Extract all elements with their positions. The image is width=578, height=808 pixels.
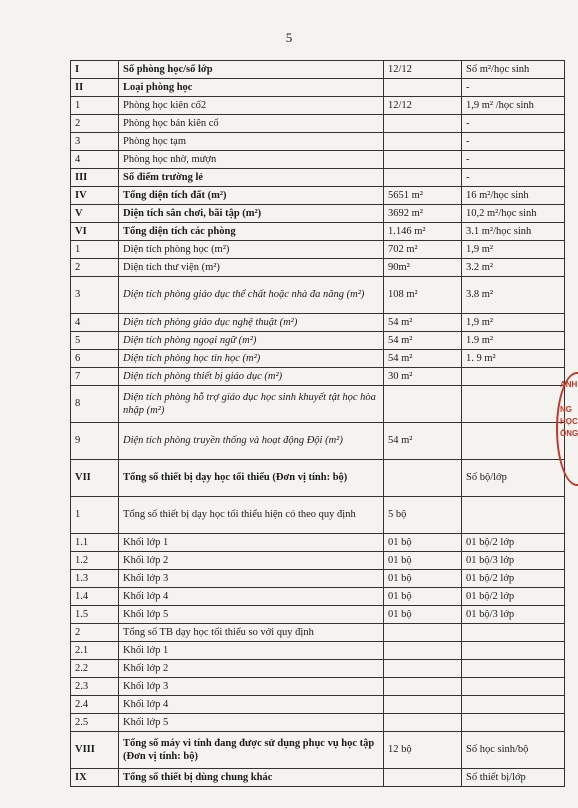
table-row (71, 714, 565, 732)
row-quantity-cell: 90m² (384, 259, 462, 277)
table-row (71, 368, 565, 386)
row-content-cell: Khối lớp 5 (119, 606, 384, 624)
row-ratio-cell: - (462, 79, 565, 97)
row-content-cell: Tổng số TB dạy học tối thiểu so với quy định (119, 624, 384, 642)
row-quantity-cell (384, 169, 462, 187)
row-quantity-cell (384, 79, 462, 97)
row-content-cell: Tổng số máy vi tính đang được sử dụng phục vụ học tập (Đơn vị tính: bộ) (119, 732, 384, 769)
table-row (71, 696, 565, 714)
row-number-cell: 7 (71, 368, 119, 386)
row-quantity-cell: 54 m² (384, 423, 462, 460)
row-ratio-cell (462, 386, 565, 423)
row-number-cell: 2.2 (71, 660, 119, 678)
row-quantity-cell: 5651 m² (384, 187, 462, 205)
table-row (71, 169, 565, 187)
row-content-cell: Khối lớp 5 (119, 714, 384, 732)
row-number-cell: 3 (71, 133, 119, 151)
stamp-text-1: ANH (560, 380, 578, 389)
row-content-cell: Diện tích thư viện (m²) (119, 259, 384, 277)
row-ratio-cell (462, 678, 565, 696)
table-row (71, 79, 565, 97)
table-row (71, 259, 565, 277)
table-row (71, 223, 565, 241)
row-quantity-cell (384, 115, 462, 133)
row-number-cell: III (71, 169, 119, 187)
row-quantity-cell (384, 460, 462, 497)
row-content-cell: Phòng học kiên cố2 (119, 97, 384, 115)
row-number-cell: 2 (71, 259, 119, 277)
table-row (71, 678, 565, 696)
row-ratio-cell: 3.8 m² (462, 277, 565, 314)
row-quantity-cell: 01 bộ (384, 606, 462, 624)
table-row (71, 133, 565, 151)
row-content-cell: Tổng số thiết bị dạy học tối thiểu (Đơn vị tính: bộ) (119, 460, 384, 497)
row-quantity-cell: 12/12 (384, 61, 462, 79)
stamp-text-3: HỌC (560, 417, 578, 426)
row-number-cell: 2 (71, 624, 119, 642)
row-number-cell: IX (71, 769, 119, 787)
table-row (71, 187, 565, 205)
table-row (71, 97, 565, 115)
table-row (71, 460, 565, 497)
page-number: 5 (285, 30, 293, 45)
row-ratio-cell (462, 714, 565, 732)
row-number-cell: 4 (71, 314, 119, 332)
row-ratio-cell: Số bộ/lớp (462, 460, 565, 497)
row-content-cell: Diện tích phòng truyền thống và hoạt động Đội (m²) (119, 423, 384, 460)
row-ratio-cell: 1,9 m² /học sinh (462, 97, 565, 115)
row-ratio-cell (462, 660, 565, 678)
row-ratio-cell: 16 m²/học sinh (462, 187, 565, 205)
row-content-cell: Diện tích phòng thiết bị giáo dục (m²) (119, 368, 384, 386)
table-row (71, 660, 565, 678)
table-row (71, 241, 565, 259)
table-row (71, 61, 565, 79)
row-content-cell: Khối lớp 4 (119, 696, 384, 714)
row-ratio-cell: 01 bộ/3 lớp (462, 606, 565, 624)
row-ratio-cell: 1,9 m² (462, 314, 565, 332)
row-number-cell: I (71, 61, 119, 79)
table-row (71, 588, 565, 606)
row-number-cell: 1.4 (71, 588, 119, 606)
table-row (71, 314, 565, 332)
row-content-cell: Diện tích phòng học (m²) (119, 241, 384, 259)
row-ratio-cell: 01 bộ/2 lớp (462, 588, 565, 606)
row-number-cell: 2.5 (71, 714, 119, 732)
row-ratio-cell: Số học sinh/bộ (462, 732, 565, 769)
row-number-cell: V (71, 205, 119, 223)
row-ratio-cell: 01 bộ/2 lớp (462, 534, 565, 552)
row-content-cell: Tổng số thiết bị dạy học tối thiểu hiện có theo quy định (119, 497, 384, 534)
row-number-cell: VI (71, 223, 119, 241)
row-number-cell: 4 (71, 151, 119, 169)
table-row (71, 115, 565, 133)
row-content-cell: Khối lớp 1 (119, 642, 384, 660)
row-quantity-cell: 54 m² (384, 350, 462, 368)
table-row (71, 624, 565, 642)
row-ratio-cell: Số thiết bị/lớp (462, 769, 565, 787)
table-row (71, 534, 565, 552)
row-quantity-cell: 1.146 m² (384, 223, 462, 241)
table-row (71, 423, 565, 460)
row-content-cell: Khối lớp 3 (119, 678, 384, 696)
row-number-cell: IV (71, 187, 119, 205)
row-number-cell: 2 (71, 115, 119, 133)
row-number-cell: 1.3 (71, 570, 119, 588)
row-ratio-cell: - (462, 133, 565, 151)
row-content-cell: Khối lớp 2 (119, 552, 384, 570)
row-content-cell: Diện tích phòng giáo dục thể chất hoặc nhà đa năng (m²) (119, 277, 384, 314)
row-quantity-cell: 702 m² (384, 241, 462, 259)
row-number-cell: 1 (71, 241, 119, 259)
row-quantity-cell (384, 696, 462, 714)
row-content-cell: Tổng diện tích các phòng (119, 223, 384, 241)
row-ratio-cell: 01 bộ/2 lớp (462, 570, 565, 588)
row-content-cell: Số phòng học/số lớp (119, 61, 384, 79)
row-content-cell: Tổng diện tích đất (m²) (119, 187, 384, 205)
row-content-cell: Khối lớp 1 (119, 534, 384, 552)
row-content-cell: Diện tích phòng ngoại ngữ (m²) (119, 332, 384, 350)
row-quantity-cell (384, 133, 462, 151)
row-quantity-cell (384, 660, 462, 678)
table-row (71, 732, 565, 769)
row-quantity-cell (384, 386, 462, 423)
stamp-text-2: NG (560, 405, 572, 414)
row-ratio-cell (462, 642, 565, 660)
row-quantity-cell (384, 714, 462, 732)
row-quantity-cell (384, 624, 462, 642)
table-row (71, 497, 565, 534)
row-content-cell: Loại phòng học (119, 79, 384, 97)
row-quantity-cell (384, 642, 462, 660)
row-content-cell: Khối lớp 4 (119, 588, 384, 606)
row-content-cell: Diện tích phòng học tin học (m²) (119, 350, 384, 368)
row-quantity-cell: 54 m² (384, 332, 462, 350)
row-content-cell: Diện tích phòng hỗ trợ giáo dục học sinh khuyết tật học hòa nhập (m²) (119, 386, 384, 423)
row-ratio-cell (462, 696, 565, 714)
row-quantity-cell (384, 769, 462, 787)
table-row (71, 606, 565, 624)
table-row (71, 570, 565, 588)
row-number-cell: 1 (71, 97, 119, 115)
table-row (71, 386, 565, 423)
row-quantity-cell: 01 bộ (384, 588, 462, 606)
row-content-cell: Phòng học bán kiên cố (119, 115, 384, 133)
row-quantity-cell: 3692 m² (384, 205, 462, 223)
row-quantity-cell: 12 bộ (384, 732, 462, 769)
row-ratio-cell: 1.9 m² (462, 332, 565, 350)
row-ratio-cell: Số m²/học sinh (462, 61, 565, 79)
table-body (71, 61, 565, 787)
row-number-cell: 8 (71, 386, 119, 423)
row-number-cell: 2.3 (71, 678, 119, 696)
row-ratio-cell: - (462, 151, 565, 169)
row-content-cell: Phòng học nhờ, mượn (119, 151, 384, 169)
row-quantity-cell: 54 m² (384, 314, 462, 332)
stamp-text-4: ỐNG (560, 429, 578, 438)
row-number-cell: 9 (71, 423, 119, 460)
row-number-cell: 1.1 (71, 534, 119, 552)
row-ratio-cell: 10,2 m²/học sinh (462, 205, 565, 223)
row-ratio-cell (462, 497, 565, 534)
row-number-cell: VIII (71, 732, 119, 769)
table-row (71, 350, 565, 368)
row-content-cell: Diện tích phòng giáo dục nghệ thuật (m²) (119, 314, 384, 332)
row-ratio-cell: 01 bộ/3 lớp (462, 552, 565, 570)
row-content-cell: Khối lớp 2 (119, 660, 384, 678)
row-ratio-cell (462, 624, 565, 642)
table-row (71, 205, 565, 223)
row-quantity-cell: 5 bộ (384, 497, 462, 534)
row-content-cell: Diện tích sân chơi, bãi tập (m²) (119, 205, 384, 223)
row-number-cell: 1.2 (71, 552, 119, 570)
row-number-cell: 2.4 (71, 696, 119, 714)
row-ratio-cell: 3.2 m² (462, 259, 565, 277)
row-number-cell: VII (71, 460, 119, 497)
row-quantity-cell: 12/12 (384, 97, 462, 115)
row-content-cell: Phòng học tạm (119, 133, 384, 151)
table-row (71, 552, 565, 570)
row-quantity-cell: 01 bộ (384, 570, 462, 588)
table-row (71, 769, 565, 787)
row-content-cell: Khối lớp 3 (119, 570, 384, 588)
row-number-cell: 5 (71, 332, 119, 350)
table-row (71, 642, 565, 660)
row-ratio-cell (462, 368, 565, 386)
statistics-table (70, 60, 565, 787)
row-ratio-cell: 1. 9 m² (462, 350, 565, 368)
row-content-cell: Số điểm trường lẻ (119, 169, 384, 187)
row-quantity-cell (384, 151, 462, 169)
row-ratio-cell: 3.1 m²/học sinh (462, 223, 565, 241)
table-row (71, 332, 565, 350)
row-quantity-cell: 01 bộ (384, 552, 462, 570)
row-number-cell: 2.1 (71, 642, 119, 660)
table-row (71, 277, 565, 314)
row-number-cell: 3 (71, 277, 119, 314)
row-content-cell: Tổng số thiết bị dùng chung khác (119, 769, 384, 787)
row-ratio-cell: - (462, 115, 565, 133)
table-row (71, 151, 565, 169)
row-quantity-cell: 01 bộ (384, 534, 462, 552)
row-quantity-cell: 30 m² (384, 368, 462, 386)
row-ratio-cell (462, 423, 565, 460)
row-quantity-cell: 108 m² (384, 277, 462, 314)
row-quantity-cell (384, 678, 462, 696)
row-ratio-cell: - (462, 169, 565, 187)
row-number-cell: 1 (71, 497, 119, 534)
row-number-cell: 6 (71, 350, 119, 368)
row-number-cell: II (71, 79, 119, 97)
row-number-cell: 1.5 (71, 606, 119, 624)
row-ratio-cell: 1,9 m² (462, 241, 565, 259)
